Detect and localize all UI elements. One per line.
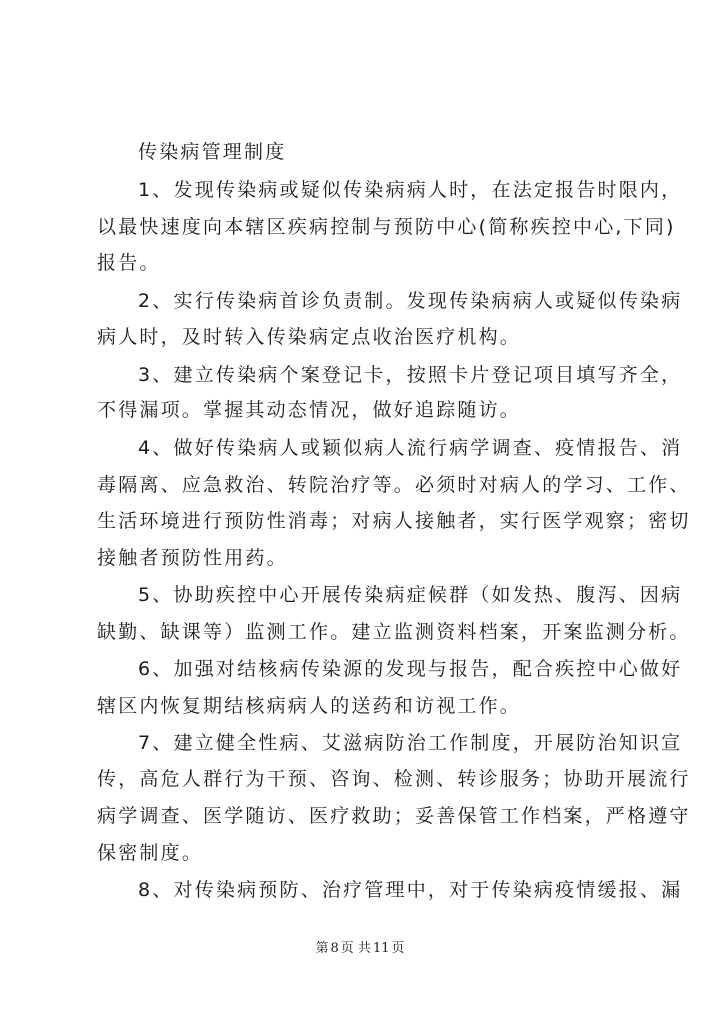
paragraph-6-line-1: 6、加强对结核病传染源的发现与报告，配合疾控中心做好 [138,658,683,680]
paragraph-7-line-1: 7、建立健全性病、艾滋病防治工作制度，开展防治知识宣 [138,732,683,754]
paragraph-6-line-2: 辖区内恢复期结核病病人的送药和访视工作。 [97,695,522,717]
paragraph-4-line-4: 接触者预防性用药。 [97,547,288,569]
paragraph-3-line-2: 不得漏项。掌握其动态情况，做好追踪随访。 [97,399,522,421]
paragraph-3-line-1: 3、建立传染病个案登记卡，按照卡片登记项目填写齐全， [138,364,683,386]
page-total: 11 [372,941,390,956]
paragraph-1-line-1: 1、发现传染病或疑似传染病病人时，在法定报告时限内， [138,179,683,201]
paragraph-5-line-1: 5、协助疾控中心开展传染病症候群（如发热、腹泻、因病 [138,584,683,606]
paragraph-2-line-1: 2、实行传染病首诊负责制。发现传染病病人或疑似传染病 [138,290,683,312]
page-footer [0,940,720,958]
page-current: 8 [330,941,339,956]
paragraph-7-line-2: 传，高危人群行为干预、咨询、检测、转诊服务；协助开展流行 [97,768,691,790]
paragraph-5-line-2: 缺勤、缺课等）监测工作。建立监测资料档案，开案监测分析。 [97,621,691,643]
page-prefix: 第 [315,941,329,956]
paragraph-8-line-1: 8、对传染病预防、治疗管理中，对于传染病疫情缓报、漏 [138,879,683,901]
paragraph-7-line-4: 保密制度。 [97,842,204,864]
page-suffix: 页 [391,941,405,956]
paragraph-7-line-3: 病学调查、医学随访、医疗救助；妥善保管工作档案，严格遵守 [97,805,691,827]
paragraph-1-line-2: 以最快速度向本辖区疾病控制与预防中心(简称疾控中心,下同) [97,216,676,238]
paragraph-1-line-3: 报告。 [97,252,161,274]
document-title: 传染病管理制度 [138,141,287,163]
paragraph-4-line-3: 生活环境进行预防性消毒；对病人接触者，实行医学观察；密切 [97,510,691,532]
page-mid: 页 共 [340,941,371,956]
paragraph-2-line-2: 病人时，及时转入传染病定点收治医疗机构。 [97,326,522,348]
paragraph-4-line-2: 毒隔离、应急救治、转院治疗等。必须时对病人的学习、工作、 [97,474,691,496]
paragraph-4-line-1: 4、做好传染病人或颖似病人流行病学调查、疫情报告、消 [138,437,683,459]
